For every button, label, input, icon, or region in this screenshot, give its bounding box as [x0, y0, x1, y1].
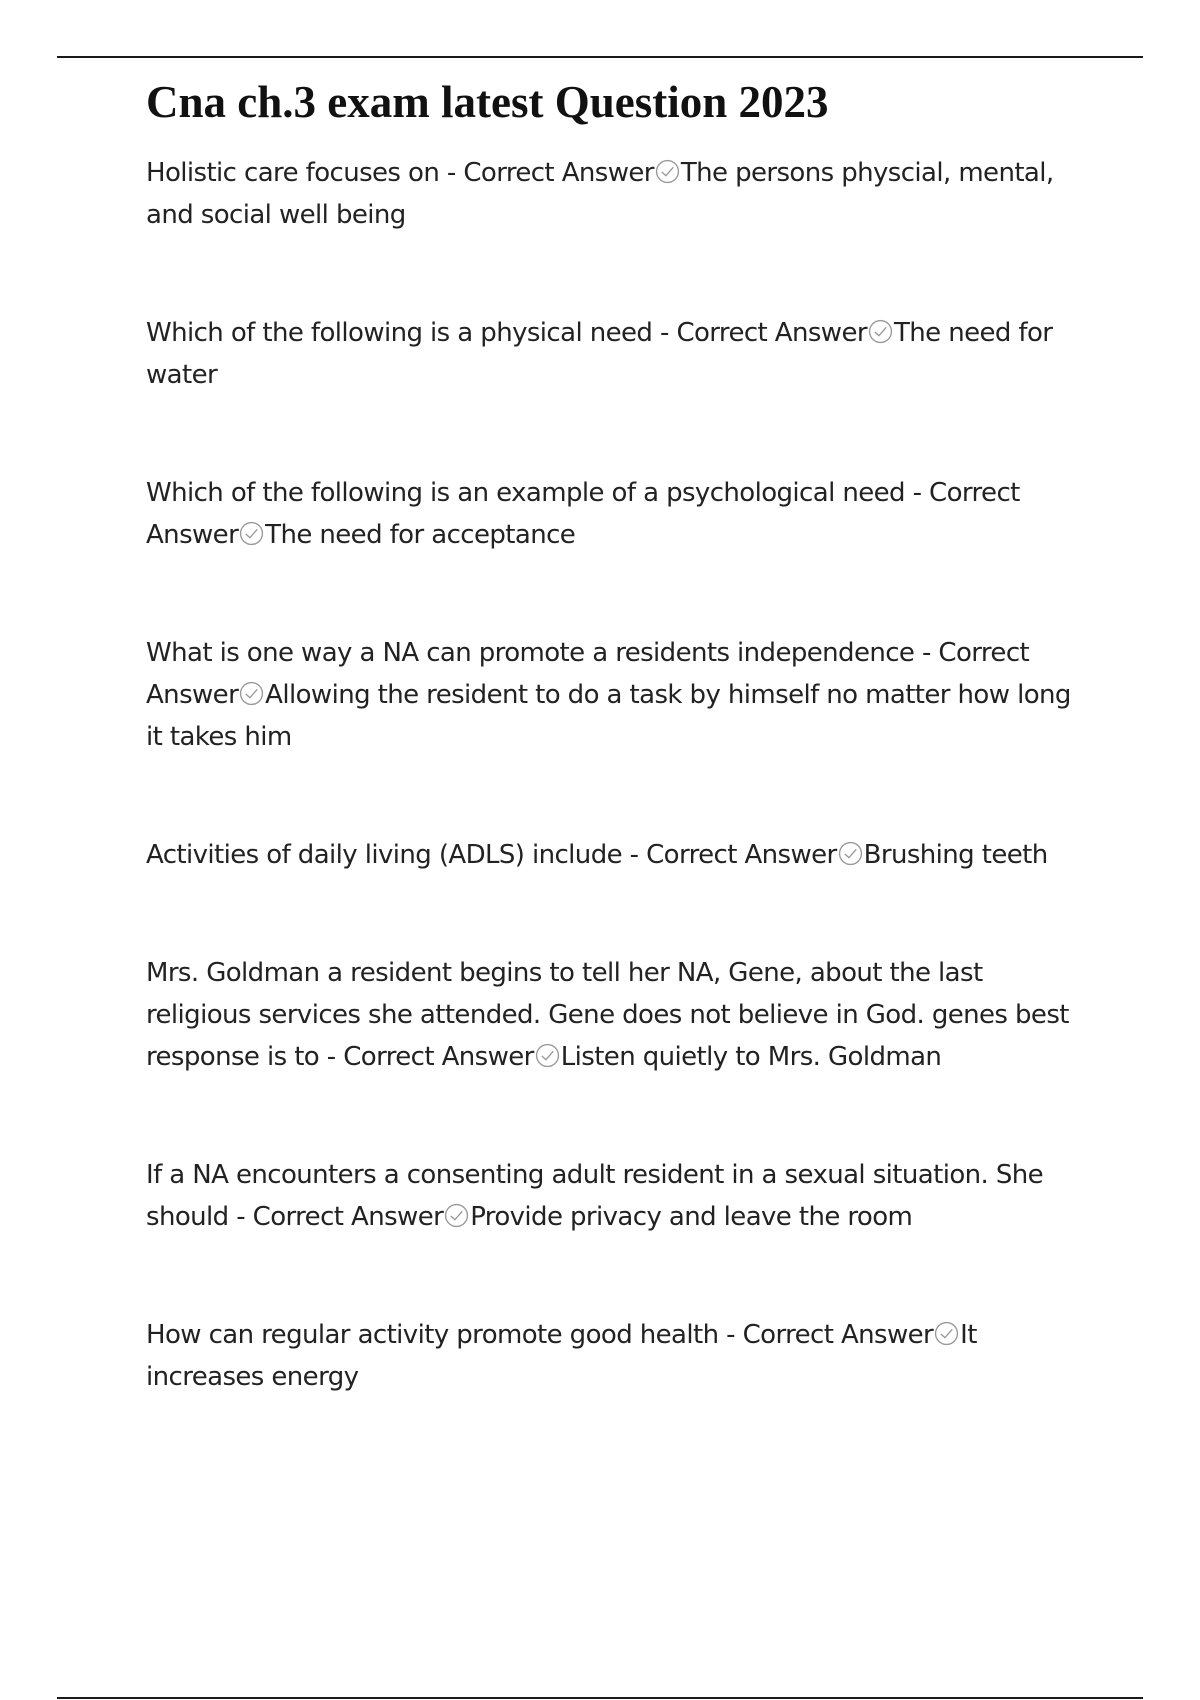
check-circle-icon [239, 681, 264, 706]
answer-marker: Correct Answer [646, 840, 837, 870]
answer-marker: Correct Answer [343, 1042, 534, 1072]
check-circle-icon [655, 159, 680, 184]
question-text: Activities of daily living (ADLS) include - [146, 840, 647, 870]
answer-text: The need for water [146, 318, 1053, 390]
question-text: If a NA encounters a consenting adult resident in a sexual situation. She should - [146, 1160, 1044, 1232]
question-text: What is one way a NA can promote a residents independence - [146, 638, 939, 668]
question-text: Holistic care focuses on - [146, 158, 464, 188]
answer-text: It increases energy [146, 1320, 977, 1392]
answer-marker: Correct Answer [676, 318, 867, 348]
document-body [146, 72, 1086, 1398]
question-text: Which of the following is a physical need - [146, 318, 677, 348]
qa-item [146, 952, 1086, 1078]
answer-marker: Correct Answer [146, 478, 1020, 550]
qa-item [146, 1154, 1086, 1238]
answer-marker: Correct Answer [146, 638, 1030, 710]
qa-item [146, 834, 1086, 876]
check-circle-icon [838, 841, 863, 866]
qa-item [146, 472, 1086, 556]
check-circle-icon [934, 1321, 959, 1346]
answer-text: The need for acceptance [265, 520, 576, 550]
answer-text: The persons physcial, mental, and social well being [146, 158, 1054, 230]
qa-item [146, 632, 1086, 758]
qa-item [146, 152, 1086, 236]
question-text: How can regular activity promote good health - [146, 1320, 743, 1350]
check-circle-icon [239, 521, 264, 546]
check-circle-icon [868, 319, 893, 344]
answer-text: Brushing teeth [863, 840, 1048, 870]
question-text: Which of the following is an example of a psychological need - [146, 478, 930, 508]
top-rule [57, 56, 1143, 58]
answer-text: Listen quietly to Mrs. Goldman [560, 1042, 942, 1072]
question-text: Mrs. Goldman a resident begins to tell her NA, Gene, about the last religious services she attended. Gene does not believe in God. genes best response is to - [146, 958, 1069, 1072]
qa-item [146, 1314, 1086, 1398]
page-title: Cna ch.3 exam latest Question 2023 [146, 77, 829, 127]
qa-item [146, 312, 1086, 396]
check-circle-icon [444, 1203, 469, 1228]
bottom-rule [57, 1697, 1143, 1699]
answer-marker: Correct Answer [742, 1320, 934, 1350]
answer-marker: Correct Answer [463, 158, 654, 188]
answer-text: Allowing the resident to do a task by himself no matter how long it takes him [146, 680, 1071, 752]
answer-marker: Correct Answer [252, 1202, 444, 1232]
check-circle-icon [535, 1043, 560, 1068]
answer-text: Provide privacy and leave the room [470, 1202, 913, 1232]
